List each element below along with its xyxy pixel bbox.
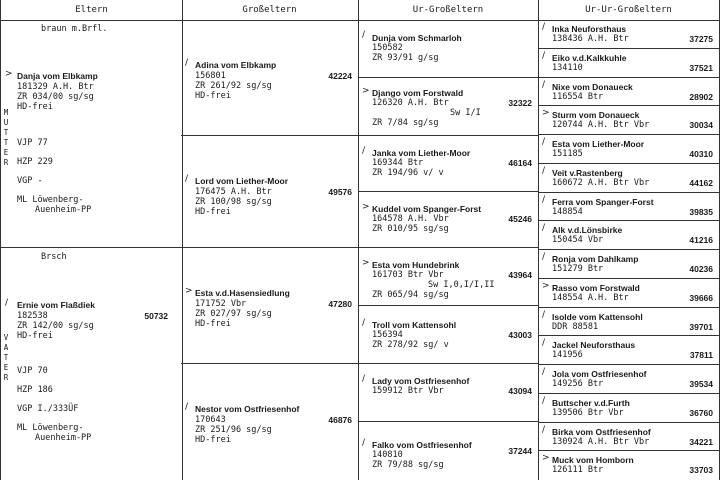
link-slash-icon: / xyxy=(542,424,546,435)
father-name: Ernie vom Flaßdiek xyxy=(17,300,95,310)
great-great-cell xyxy=(538,451,719,480)
great-great-cell xyxy=(538,135,719,164)
great-cell xyxy=(358,78,538,136)
great-great-reg: 151279 Btr xyxy=(552,264,604,274)
link-slash-icon: / xyxy=(542,367,546,377)
link-slash-icon: / xyxy=(5,298,9,308)
great-zr: ZR 7/84 sg/sg xyxy=(372,118,439,128)
great-name: Lady vom Ostfriesenhof xyxy=(372,376,470,386)
great-great-name: Nixe vom Donaueck xyxy=(552,81,633,92)
link-arrow-icon: > xyxy=(362,258,370,268)
great-great-cell xyxy=(538,221,719,250)
great-reg: 156394 xyxy=(372,330,403,340)
great-reg: 126320 A.H. Btr xyxy=(372,98,449,108)
great-number: 37244 xyxy=(508,446,532,456)
grandparent-name: Esta v.d.Hasensiedlung xyxy=(195,288,290,298)
great-name: Esta vom Hundebrink xyxy=(372,260,460,270)
great-great-name: Inka Neuforsthaus xyxy=(552,24,627,34)
great-great-cell xyxy=(538,279,719,308)
great-great-name: Jackel Neuforsthaus xyxy=(552,340,636,351)
great-great-reg: 126111 Btr xyxy=(552,465,604,476)
column-grandparents xyxy=(181,0,359,480)
great-cell xyxy=(358,192,538,248)
grandparent-reg: 171752 Vbr xyxy=(195,299,247,309)
great-great-number: 39835 xyxy=(689,206,713,217)
great-reg: 169344 Btr xyxy=(372,158,424,168)
great-zr: ZR 278/92 sg/ v xyxy=(372,340,449,350)
grandparent-zr: ZR 251/96 sg/sg xyxy=(195,425,272,435)
link-slash-icon: / xyxy=(185,58,189,68)
grandparent-reg: 156801 xyxy=(195,71,226,81)
great-great-number: 39534 xyxy=(689,379,713,389)
link-slash-icon: / xyxy=(542,137,546,147)
link-arrow-icon: > xyxy=(362,86,370,96)
link-slash-icon: / xyxy=(542,50,546,61)
grandparent-cell xyxy=(181,364,358,480)
great-reg: 164578 A.H. Vbr xyxy=(372,214,449,224)
grandparent-zr: ZR 100/98 sg/sg xyxy=(195,197,272,207)
great-cell xyxy=(358,248,538,306)
grandparent-reg: 170643 xyxy=(195,415,226,425)
great-great-name: Buttscher v.d.Furth xyxy=(552,397,630,408)
grandparent-number: 42224 xyxy=(328,71,352,81)
great-great-reg: 141956 xyxy=(552,350,583,361)
great-reg: 140810 xyxy=(372,450,403,460)
father-zr: ZR 142/00 sg/sg xyxy=(17,321,94,331)
great-great-number: 44162 xyxy=(689,177,713,188)
great-great-name: Esta vom Liether-Moor xyxy=(552,139,645,149)
great-great-cell xyxy=(538,308,719,337)
link-slash-icon: / xyxy=(542,194,546,205)
father-side-label: V A T E R xyxy=(3,333,9,382)
great-great-reg: 138436 A.H. Btr xyxy=(552,34,629,44)
great-great-cell xyxy=(538,250,719,279)
great-great-cell xyxy=(538,394,719,423)
mother-hzp: HZP 229 xyxy=(17,157,53,167)
grandparent-cell xyxy=(181,248,358,364)
great-number: 46164 xyxy=(508,158,532,168)
great-great-reg: 130924 A.H. Btr Vbr xyxy=(552,436,650,447)
great-great-number: 28902 xyxy=(689,91,713,102)
parent-cell-father xyxy=(1,248,182,480)
link-arrow-icon: > xyxy=(542,108,550,119)
great-extra: Sw I/I xyxy=(450,108,481,118)
link-slash-icon: / xyxy=(362,318,366,328)
father-number: 50732 xyxy=(144,311,168,321)
link-slash-icon: / xyxy=(542,252,546,262)
father-breeder-1: ML Löwenberg- xyxy=(17,423,84,433)
great-great-cell xyxy=(538,20,719,49)
grandparent-name: Nestor vom Ostfriesenhof xyxy=(195,404,300,414)
great-great-reg: 151185 xyxy=(552,149,583,159)
great-reg: 161703 Btr Vbr xyxy=(372,270,444,280)
great-cell xyxy=(358,364,538,422)
grandparent-cell xyxy=(181,20,358,136)
great-great-number: 36760 xyxy=(689,407,713,418)
great-great-cell xyxy=(538,365,719,394)
mother-zr: ZR 034/00 sg/sg xyxy=(17,92,94,102)
great-great-name: Veit v.Rastenberg xyxy=(552,167,623,178)
link-arrow-icon: > xyxy=(5,69,13,79)
link-slash-icon: / xyxy=(362,438,366,448)
great-cell xyxy=(358,306,538,364)
mother-breeder-2: Auenheim-PP xyxy=(35,205,92,215)
father-hd: HD-frei xyxy=(17,331,53,341)
great-great-name: Rasso vom Forstwald xyxy=(552,282,640,293)
father-breeder-2: Auenheim-PP xyxy=(35,433,92,443)
grandparent-cell xyxy=(181,136,358,248)
great-name: Django vom Forstwald xyxy=(372,88,464,98)
grandparent-hd: HD-frei xyxy=(195,435,231,445)
great-great-number: 40236 xyxy=(689,264,713,274)
great-number: 43094 xyxy=(508,386,532,396)
link-arrow-icon: > xyxy=(362,202,370,212)
link-slash-icon: / xyxy=(185,402,189,412)
great-great-cell xyxy=(538,164,719,193)
great-number: 45246 xyxy=(508,214,532,224)
mother-breeder-1: ML Löwenberg- xyxy=(17,195,84,205)
father-color: Brsch xyxy=(41,252,67,262)
grandparent-reg: 176475 A.H. Btr xyxy=(195,187,272,197)
grandparent-name: Lord vom Liether-Moor xyxy=(195,176,289,186)
great-great-number: 39701 xyxy=(689,321,713,332)
great-great-reg: 160672 A.H. Btr Vbr xyxy=(552,177,650,188)
mother-reg: 181329 A.H. Btr xyxy=(17,82,94,92)
great-great-cell xyxy=(538,49,719,78)
great-great-number: 33703 xyxy=(689,465,713,476)
grandparent-number: 46876 xyxy=(328,415,352,425)
great-name: Janka vom Liether-Moor xyxy=(372,148,471,158)
link-slash-icon: / xyxy=(542,338,546,349)
great-great-reg: DDR 88581 xyxy=(552,321,599,332)
column-great-great-grandparents xyxy=(538,0,720,480)
header-great-great-grandparents: Ur-Ur-Großeltern xyxy=(538,0,719,21)
great-great-reg: 139506 Btr Vbr xyxy=(552,407,624,418)
mother-vjp: VJP 77 xyxy=(17,138,48,148)
great-name: Dunja vom Schmarloh xyxy=(372,33,462,43)
great-great-cell xyxy=(538,78,719,107)
mother-name: Danja vom Elbkamp xyxy=(17,71,98,81)
great-great-cell xyxy=(538,106,719,135)
great-name: Troll vom Kattensohl xyxy=(372,320,457,330)
father-reg: 182538 xyxy=(17,311,48,321)
link-slash-icon: / xyxy=(542,223,546,234)
great-great-cell xyxy=(538,193,719,222)
grandparent-hd: HD-frei xyxy=(195,91,231,101)
link-slash-icon: / xyxy=(185,174,189,184)
great-great-reg: 148854 xyxy=(552,206,583,217)
grandparent-hd: HD-frei xyxy=(195,207,231,217)
link-slash-icon: / xyxy=(542,395,546,406)
header-great-grandparents: Ur-Großeltern xyxy=(358,0,538,21)
great-great-name: Jola vom Ostfriesenhof xyxy=(552,369,647,379)
great-great-number: 40310 xyxy=(689,149,713,159)
grandparent-number: 47280 xyxy=(328,299,352,309)
great-great-name: Ferra vom Spanger-Forst xyxy=(552,196,654,207)
great-great-reg: 149256 Btr xyxy=(552,379,604,389)
great-great-reg: 134110 xyxy=(552,62,583,73)
great-zr: ZR 79/88 sg/sg xyxy=(372,460,444,470)
great-great-name: Eiko v.d.Kalkkuhle xyxy=(552,52,627,63)
great-reg: 150582 xyxy=(372,43,403,53)
great-great-name: Muck vom Homborn xyxy=(552,455,634,466)
mother-hd: HD-frei xyxy=(17,102,53,112)
great-great-number: 37275 xyxy=(689,34,713,44)
great-name: Falko vom Ostfriesenhof xyxy=(372,440,472,450)
column-great-grandparents xyxy=(358,0,539,480)
great-great-name: Isolde vom Kattensohl xyxy=(552,311,643,322)
mother-color: braun m.Brfl. xyxy=(41,24,108,34)
link-arrow-icon: > xyxy=(542,280,550,291)
link-slash-icon: / xyxy=(542,309,546,320)
great-extra: Sw I,0,I/I,II xyxy=(428,280,495,290)
great-name: Kuddel vom Spanger-Forst xyxy=(372,204,482,214)
great-great-number: 41216 xyxy=(689,235,713,246)
great-great-cell xyxy=(538,336,719,365)
great-great-name: Ronja vom Dahlkamp xyxy=(552,254,639,264)
great-great-reg: 116554 Btr xyxy=(552,91,604,102)
grandparent-name: Adina vom Elbkamp xyxy=(195,60,277,70)
link-slash-icon: / xyxy=(542,22,546,32)
great-great-number: 34221 xyxy=(689,436,713,447)
great-zr: ZR 194/96 v/ v xyxy=(372,168,444,178)
great-cell xyxy=(358,136,538,192)
link-slash-icon: / xyxy=(542,165,546,176)
father-hzp: HZP 186 xyxy=(17,385,53,395)
great-great-reg: 148554 A.H. Btr xyxy=(552,292,629,303)
grandparent-zr: ZR 261/92 sg/sg xyxy=(195,81,272,91)
great-great-number: 37521 xyxy=(689,62,713,73)
parent-cell-mother xyxy=(1,20,182,248)
great-great-cell xyxy=(538,423,719,452)
mother-vgp: VGP - xyxy=(17,176,43,186)
great-zr: ZR 065/94 sg/sg xyxy=(372,290,449,300)
link-arrow-icon: > xyxy=(185,286,193,296)
header-grandparents: Großeltern xyxy=(181,0,358,21)
link-slash-icon: / xyxy=(362,374,366,384)
grandparent-number: 49576 xyxy=(328,187,352,197)
column-parents xyxy=(0,0,183,480)
grandparent-hd: HD-frei xyxy=(195,319,231,329)
great-cell xyxy=(358,422,538,480)
mother-side-label: M U T T E R xyxy=(3,108,9,167)
great-number: 32322 xyxy=(508,98,532,108)
great-great-name: Birka vom Ostfriesenhof xyxy=(552,426,651,437)
header-parents: Eltern xyxy=(1,0,182,21)
great-number: 43964 xyxy=(508,270,532,280)
link-arrow-icon: > xyxy=(542,453,550,464)
great-great-name: Alk v.d.Lönsbirke xyxy=(552,225,623,236)
great-great-number: 30034 xyxy=(689,120,713,131)
great-number: 43003 xyxy=(508,330,532,340)
great-cell xyxy=(358,20,538,78)
great-zr: ZR 010/95 sg/sg xyxy=(372,224,449,234)
grandparent-zr: ZR 027/97 sg/sg xyxy=(195,309,272,319)
great-zr: ZR 93/91 g/sg xyxy=(372,53,439,63)
father-vgp: VGP I./333ÜF xyxy=(17,404,79,414)
link-slash-icon: / xyxy=(362,30,366,40)
great-reg: 159912 Btr Vbr xyxy=(372,386,444,396)
link-slash-icon: / xyxy=(542,79,546,90)
father-vjp: VJP 70 xyxy=(17,366,48,376)
great-great-number: 37811 xyxy=(689,350,713,361)
great-great-name: Sturm vom Donaueck xyxy=(552,110,640,121)
great-great-reg: 150454 Vbr xyxy=(552,235,604,246)
great-great-number: 39666 xyxy=(689,292,713,303)
link-slash-icon: / xyxy=(362,146,366,156)
great-great-reg: 120744 A.H. Btr Vbr xyxy=(552,120,650,131)
